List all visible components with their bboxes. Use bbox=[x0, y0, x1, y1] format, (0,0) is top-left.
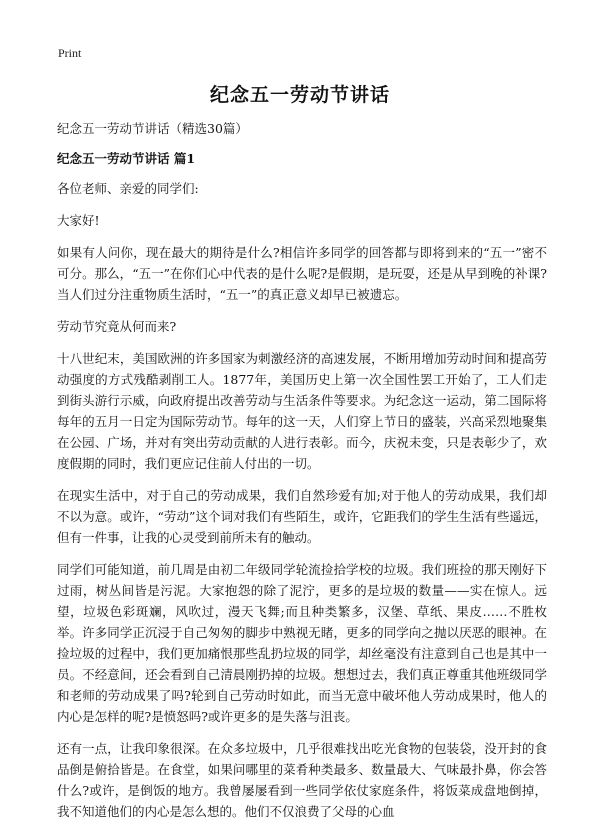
body-paragraph: 十八世纪末，美国欧洲的许多国家为刺激经济的高速发展，不断用增加劳动时间和提高劳动强度的方式残酷剥削工人。1877年，美国历史上第一次全国性罢工开始了，工人们走到街头游行示威，向政府提出改善劳动与生活条件等要求。为纪念这一运动，第二国际将每年的五月一日定为国际劳动节。每年的这一天，人们穿上节日的盛装，兴高采烈地聚集在公园、广场，并对有突出劳动贡献的人进行表彰。而今，庆祝未变，只是表彰少了，欢度假期的同时，我们更应记住前人付出的一切。 bbox=[57, 351, 547, 471]
section-heading: 纪念五一劳动节讲话 篇1 bbox=[57, 151, 196, 166]
document-body bbox=[57, 118, 547, 828]
document-subtitle: 纪念五一劳动节讲话（精选30篇） bbox=[57, 121, 248, 136]
body-paragraph: 在现实生活中，对于自己的劳动成果，我们自然珍爱有加;对于他人的劳动成果，我们却不以为意。或许，“劳动”这个词对我们有些陌生，或许，它距我们的学生生活有些遥远，但有一件事，让我的心灵受到前所未有的触动。 bbox=[57, 488, 547, 545]
body-paragraph: 劳动节究竟从何而来? bbox=[57, 319, 177, 334]
body-paragraph: 如果有人问你，现在最大的期待是什么?相信许多同学的回答都与即将到来的“五一”密不可分。那么，“五一”在你们心中代表的是什么呢?是假期，是玩耍，还是从早到晚的补课?当人们过分注重物质生活时，“五一”的真正意义却早已被遗忘。 bbox=[57, 245, 547, 302]
greeting-paragraph: 各位老师、亲爱的同学们: bbox=[57, 181, 199, 196]
body-paragraph: 同学们可能知道，前几周是由初二年级同学轮流捡拾学校的垃圾。我们班捡的那天刚好下过雨，树丛间皆是污泥。大家抱怨的除了泥泞，更多的是垃圾的数量——实在惊人。远望，垃圾色彩斑斓，风吹过，漫天飞舞;而且种类繁多，汉堡、草纸、果皮……不胜枚举。许多同学正沉浸于自己匆匆的脚步中熟视无睹，更多的同学向之抛以厌恶的眼神。在捡垃圾的过程中，我们更加痛恨那些乱扔垃圾的同学，却丝毫没有注意到自己也是其中一员。不经意间，还会看到自己清晨刚扔掉的垃圾。想想过去，我们真正尊重其他班级同学和老师的劳动成果了吗?轮到自己劳动时如此，而当无意中破坏他人劳动成果时，他人的内心是怎样的呢?是愤怒吗?或许更多的是失落与沮丧。 bbox=[57, 562, 547, 724]
salutation-paragraph: 大家好! bbox=[57, 213, 100, 228]
body-paragraph: 还有一点，让我印象很深。在众多垃圾中，几乎很难找出吃光食物的包装袋，没开封的食品倒是俯拾皆是。在食堂，如果问哪里的菜肴种类最多、数量最大、气味最扑鼻，你会答什么?或许，是倒饭的地方。我曾屡屡看到一些同学依仗家庭条件，将饭菜成盘地倒掉，我不知道他们的内心是怎么想的。他们不仅浪费了父母的心血 bbox=[57, 741, 547, 819]
print-link[interactable]: Print bbox=[58, 46, 82, 60]
document-title: 纪念五一劳动节讲话 bbox=[209, 84, 390, 106]
